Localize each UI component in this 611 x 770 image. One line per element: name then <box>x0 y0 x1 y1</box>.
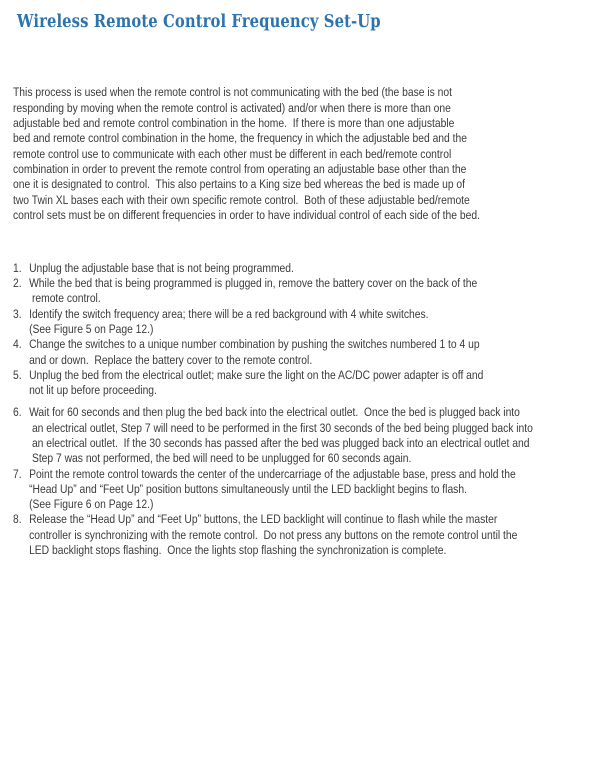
text-line: bed and remote control combination in the home, the frequency in which the adjustable bed and the <box>13 131 467 146</box>
step-item <box>13 261 609 276</box>
text-line: Wait for 60 seconds and then plug the bed back into the electrical outlet. Once the bed is plugged back into <box>29 405 520 420</box>
text-line: combination in order to prevent the remote control from operating an adjustable base other than the <box>13 161 467 176</box>
step-number: 8. <box>13 512 22 527</box>
document-body <box>13 55 609 589</box>
text-line: LED backlight stops flashing. Once the lights stop flashing the synchronization is complete. <box>29 543 447 558</box>
steps-list <box>13 261 609 559</box>
text-line: This process is used when the remote control is not communicating with the bed (the base is not <box>13 85 453 100</box>
text-line: Unplug the bed from the electrical outlet; make sure the light on the AC/DC power adapter is off and <box>29 367 484 382</box>
step-number: 7. <box>13 466 22 481</box>
text-line: and or down. Replace the battery cover to the remote control. <box>29 352 313 367</box>
intro-paragraph <box>13 85 609 223</box>
step-number: 6. <box>13 405 22 420</box>
text-line: While the bed that is being programmed is plugged in, remove the battery cover on the back of the <box>29 276 478 291</box>
text-line: Release the “Head Up” and “Feet Up” buttons, the LED backlight will continue to flash while the master <box>29 512 498 527</box>
page-title: Wireless Remote Control Frequency Set-Up <box>16 12 381 32</box>
text-line: Change the switches to a unique number combination by pushing the switches numbered 1 to 4 up <box>29 337 480 352</box>
text-line: adjustable bed and remote control combination in the home. If there is more than one adjustable <box>13 116 455 131</box>
step-number: 3. <box>13 306 22 321</box>
step-item <box>13 405 609 466</box>
text-line: remote control use to communicate with each other must be different in each bed/remote control <box>13 146 452 161</box>
text-line: two Twin XL bases each with their own specific remote control. Both of these adjustable bed/remote <box>13 192 470 207</box>
text-line: Point the remote control towards the center of the undercarriage of the adjustable base, press and hold the <box>29 466 516 481</box>
text-line: remote control. <box>29 291 101 306</box>
step-text <box>29 261 609 276</box>
step-text <box>29 512 609 558</box>
text-line: Step 7 was not performed, the bed will need to be unplugged for 60 seconds again. <box>29 451 412 466</box>
step-text <box>29 337 609 368</box>
text-line: controller is synchronizing with the remote control. Do not press any buttons on the remote control until the <box>29 527 518 542</box>
step-number: 2. <box>13 276 22 291</box>
title-wrap <box>0 0 596 34</box>
step-text <box>29 307 609 338</box>
step-item <box>13 276 609 307</box>
step-number: 4. <box>13 337 22 352</box>
text-line: “Head Up” and “Feet Up” position buttons simultaneously until the LED backlight begins to flash. <box>29 481 467 496</box>
step-text <box>29 368 609 399</box>
text-line: not lit up before proceeding. <box>29 383 157 398</box>
text-line: (See Figure 6 on Page 12.) <box>29 497 154 512</box>
step-item <box>13 512 609 558</box>
text-line: control sets must be on different frequencies in order to have individual control of each side of the bed. <box>13 207 480 222</box>
step-number: 5. <box>13 367 22 382</box>
text-line: Identify the switch frequency area; there will be a red background with 4 white switches. <box>29 306 429 321</box>
step-text <box>29 467 609 513</box>
step-number: 1. <box>13 260 22 275</box>
text-line: (See Figure 5 on Page 12.) <box>29 321 154 336</box>
text-line: Unplug the adjustable base that is not being programmed. <box>29 260 294 275</box>
step-item <box>13 368 609 399</box>
step-text <box>29 405 609 466</box>
step-text <box>29 276 609 307</box>
step-item <box>13 307 609 338</box>
text-line: one it is designated to control. This also pertains to a King size bed whereas the bed is made up of <box>13 177 466 192</box>
step-item <box>13 337 609 368</box>
text-line: an electrical outlet, Step 7 will need to be performed in the first 30 seconds of the bed being plugged back into <box>29 420 533 435</box>
step-item <box>13 467 609 513</box>
text-line: responding by moving when the remote control is activated) and/or when there is more than one <box>13 100 451 115</box>
text-line: an electrical outlet. If the 30 seconds has passed after the bed was plugged back into an electrical outlet and <box>29 436 530 450</box>
